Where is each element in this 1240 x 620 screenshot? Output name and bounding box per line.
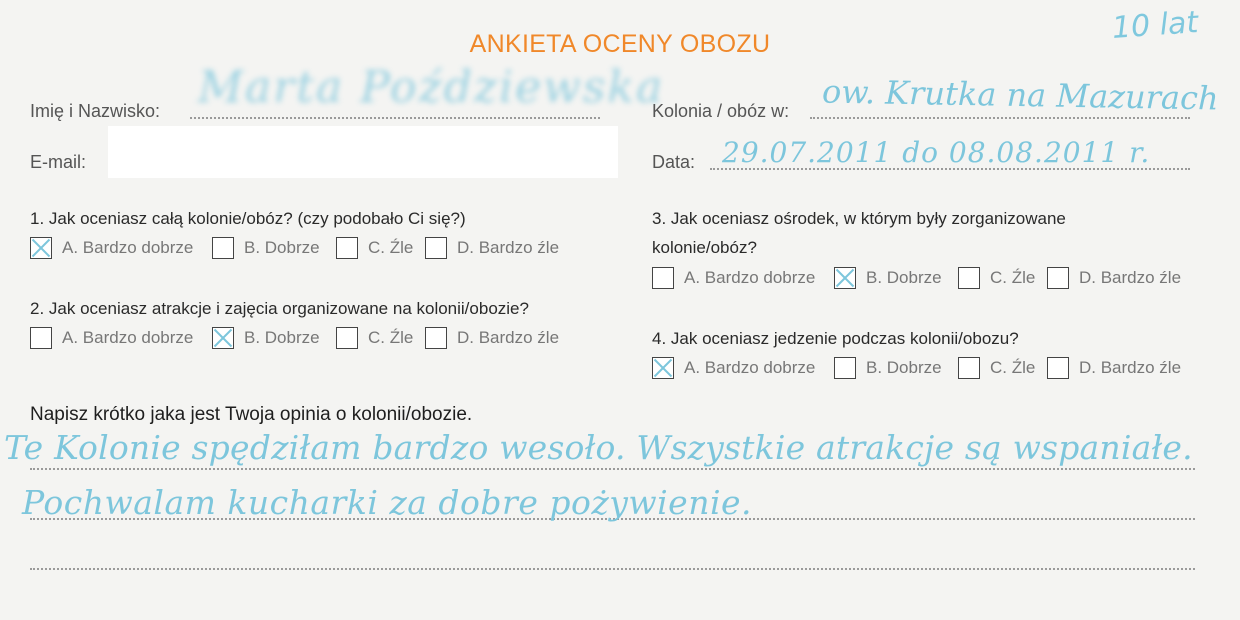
email-label: E-mail: [30,152,87,172]
date-label: Data: [652,152,696,172]
q1-option-c[interactable]: C. Źle [336,237,413,259]
email-redacted-box[interactable] [108,126,618,178]
q1-option-d[interactable]: D. Bardzo źle [425,237,559,259]
q4-option-d[interactable]: D. Bardzo źle [1047,357,1181,379]
date-handwritten-value[interactable]: 29.07.2011 do 08.08.2011 r. [722,136,1151,169]
q1-checkbox-a[interactable] [30,237,52,259]
opinion-handwritten-line-2[interactable]: Pochwalam kucharki za dobre pożywienie. [22,483,753,522]
q3-checkbox-a[interactable] [652,267,674,289]
q2-checkbox-d[interactable] [425,327,447,349]
q1-checkbox-b[interactable] [212,237,234,259]
form-title: ANKIETA OCENY OBOZU [469,30,771,58]
opinion-heading: Napisz krótko jaka jest Twoja opinia o kolonii/obozie. [30,404,473,425]
camp-label: Kolonia / obóz w: [652,101,790,121]
q4-checkbox-b[interactable] [834,357,856,379]
name-label: Imię i Nazwisko: [30,101,161,121]
q2-option-b[interactable]: B. Dobrze [212,327,320,349]
question-4-text: 4. Jak oceniasz jedzenie podczas kolonii/obozu? [652,329,1019,348]
q3-option-d[interactable]: D. Bardzo źle [1047,267,1181,289]
question-3-text-line1: 3. Jak oceniasz ośrodek, w którym były zorganizowane [652,209,1066,228]
name-dotted-line [190,117,600,119]
q1-checkbox-c[interactable] [336,237,358,259]
q4-option-c[interactable]: C. Źle [958,357,1035,379]
q4-option-b[interactable]: B. Dobrze [834,357,942,379]
q3-option-b[interactable]: B. Dobrze [834,267,942,289]
q3-checkbox-c[interactable] [958,267,980,289]
q2-checkbox-a[interactable] [30,327,52,349]
q4-checkbox-d[interactable] [1047,357,1069,379]
age-handwritten-note: 10 lat [1110,5,1200,46]
q3-checkbox-b[interactable] [834,267,856,289]
opinion-dotted-line-3 [30,568,1195,570]
question-3-text-line2: kolonie/obóz? [652,238,757,257]
opinion-dotted-line-1 [30,468,1195,470]
q1-option-b[interactable]: B. Dobrze [212,237,320,259]
q2-option-c[interactable]: C. Źle [336,327,413,349]
opinion-handwritten-line-1[interactable]: Te Kolonie spędziłam bardzo wesoło. Wszystkie atrakcje są wspaniałe. [4,428,1193,467]
name-handwritten-value[interactable]: Marta Poździewska [198,62,665,113]
q1-checkbox-d[interactable] [425,237,447,259]
q2-checkbox-c[interactable] [336,327,358,349]
q3-checkbox-d[interactable] [1047,267,1069,289]
q2-option-a[interactable]: A. Bardzo dobrze [30,327,193,349]
q1-option-a[interactable]: A. Bardzo dobrze [30,237,193,259]
q3-option-a[interactable]: A. Bardzo dobrze [652,267,815,289]
question-2-text: 2. Jak oceniasz atrakcje i zajęcia organizowane na kolonii/obozie? [30,299,529,318]
q3-option-c[interactable]: C. Źle [958,267,1035,289]
question-1-text: 1. Jak oceniasz całą kolonie/obóz? (czy podobało Ci się?) [30,209,466,228]
camp-handwritten-value[interactable]: ow. Krutka na Mazurach [821,72,1219,118]
q4-option-a[interactable]: A. Bardzo dobrze [652,357,815,379]
q4-checkbox-c[interactable] [958,357,980,379]
q4-checkbox-a[interactable] [652,357,674,379]
q2-option-d[interactable]: D. Bardzo źle [425,327,559,349]
camp-dotted-line [810,117,1190,119]
q2-checkbox-b[interactable] [212,327,234,349]
